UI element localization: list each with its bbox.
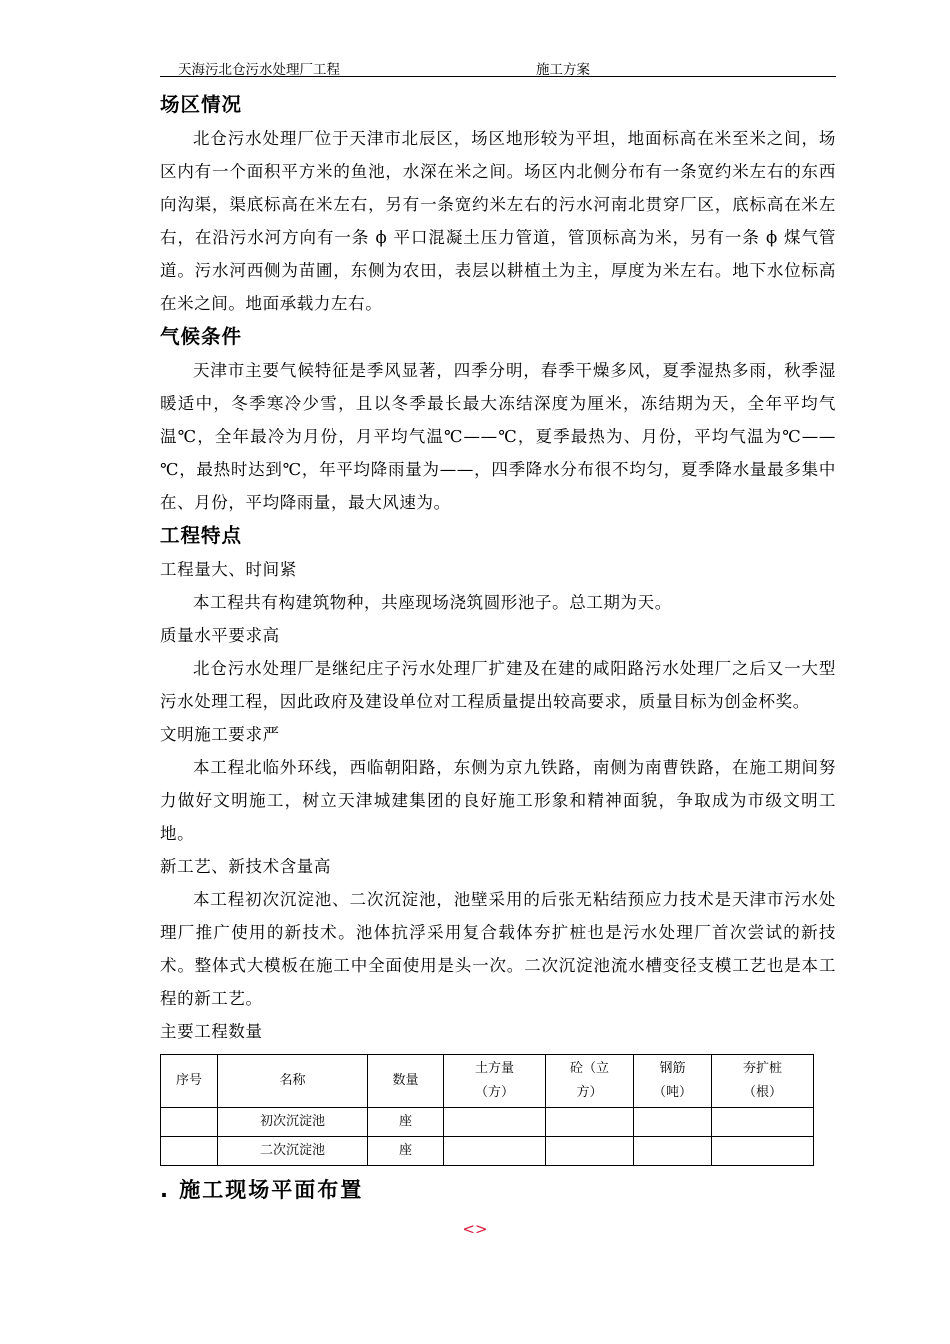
table-row xyxy=(161,1108,814,1137)
table-cell xyxy=(161,1108,218,1137)
section-title-climate: 气候条件 xyxy=(160,325,243,348)
table-row xyxy=(161,1137,814,1166)
table-cell xyxy=(546,1108,634,1137)
site-paragraph: 北仓污水处理厂位于天津市北辰区，场区地形较为平坦，地面标高在米至米之间，场区内有一个面积平方米的鱼池，水深在米之间。场区内北侧分布有一条宽约米左右的东西向沟渠，渠底标高在米左右，另有一条宽约米左右的污水河南北贯穿厂区，底标高在米左右，在沿污水河方向有一条 ϕ 平口混凝土压力管道，管顶标高为米，另有一条 ϕ 煤气管道。污水河西侧为苗圃，东侧为农田，表层以耕植土为主，厚度为米左右。地下水位标高在米之间。地面承载力左右。 xyxy=(160,129,836,313)
table-header-cell: 名称 xyxy=(218,1055,368,1108)
table-cell: 座 xyxy=(368,1108,444,1137)
feature-paragraph-2: 北仓污水处理厂是继纪庄子污水处理厂扩建及在建的咸阳路污水处理厂之后又一大型污水处理工程，因此政府及建设单位对工程质量提出较高要求，质量目标为创金杯奖。 xyxy=(160,659,836,711)
page-number-marker: <> xyxy=(462,1220,488,1238)
table-header-cell: 砼（立 方） xyxy=(546,1055,634,1108)
feature-paragraph-1: 本工程共有构建筑物种，共座现场浇筑圆形池子。总工期为天。 xyxy=(193,593,672,612)
table-cell xyxy=(444,1137,546,1166)
table-header-cell: 钢筋 （吨） xyxy=(634,1055,712,1108)
table-header-cell: 序号 xyxy=(161,1055,218,1108)
table-cell xyxy=(712,1108,814,1137)
feature-heading-3: 文明施工要求严 xyxy=(160,725,280,744)
table-cell xyxy=(161,1137,218,1166)
feature-heading-2: 质量水平要求高 xyxy=(160,626,280,645)
header-project-title: 天海污北仓污水处理厂工程 xyxy=(178,62,340,78)
section-title-features: 工程特点 xyxy=(160,524,243,547)
quantity-table xyxy=(160,1054,814,1166)
header-doc-type: 施工方案 xyxy=(536,62,590,78)
table-header-row xyxy=(161,1055,814,1108)
feature-paragraph-3: 本工程北临外环线，西临朝阳路，东侧为京九铁路，南侧为南曹铁路，在施工期间努力做好文明施工，树立天津城建集团的良好施工形象和精神面貌，争取成为市级文明工地。 xyxy=(160,758,836,843)
section-title-site: 场区情况 xyxy=(160,93,243,116)
table-cell: 初次沉淀池 xyxy=(218,1108,368,1137)
page-header xyxy=(160,56,836,77)
table-cell: 座 xyxy=(368,1137,444,1166)
section-title-site-layout: . 施工现场平面布置 xyxy=(160,1178,364,1202)
table-header-cell: 夯扩桩 （根） xyxy=(712,1055,814,1108)
table-cell: 二次沉淀池 xyxy=(218,1137,368,1166)
table-cell xyxy=(444,1108,546,1137)
table-cell xyxy=(546,1137,634,1166)
table-cell xyxy=(634,1108,712,1137)
table-header-cell: 土方量 （方） xyxy=(444,1055,546,1108)
feature-heading-1: 工程量大、时间紧 xyxy=(160,560,297,579)
climate-paragraph: 天津市主要气候特征是季风显著，四季分明，春季干燥多风，夏季湿热多雨，秋季湿暖适中，冬季寒冷少雪，且以冬季最长最大冻结深度为厘米，冻结期为天，全年平均气温℃，全年最冷为月份，月平均气温℃——℃，夏季最热为、月份，平均气温为℃——℃，最热时达到℃，年平均降雨量为——，四季降水分布很不均匀，夏季降水量最多集中在、月份，平均降雨量，最大风速为。 xyxy=(160,361,836,512)
feature-heading-4: 新工艺、新技术含量高 xyxy=(160,857,331,876)
quantity-heading: 主要工程数量 xyxy=(160,1022,263,1041)
table-cell xyxy=(634,1137,712,1166)
table-cell xyxy=(712,1137,814,1166)
feature-paragraph-4: 本工程初次沉淀池、二次沉淀池，池壁采用的后张无粘结预应力技术是天津市污水处理厂推广使用的新技术。池体抗浮采用复合载体夯扩桩也是污水处理厂首次尝试的新技术。整体式大模板在施工中全面使用是头一次。二次沉淀池流水槽变径支模工艺也是本工程的新工艺。 xyxy=(160,890,836,1008)
table-header-cell: 数量 xyxy=(368,1055,444,1108)
page-content xyxy=(160,88,836,1210)
